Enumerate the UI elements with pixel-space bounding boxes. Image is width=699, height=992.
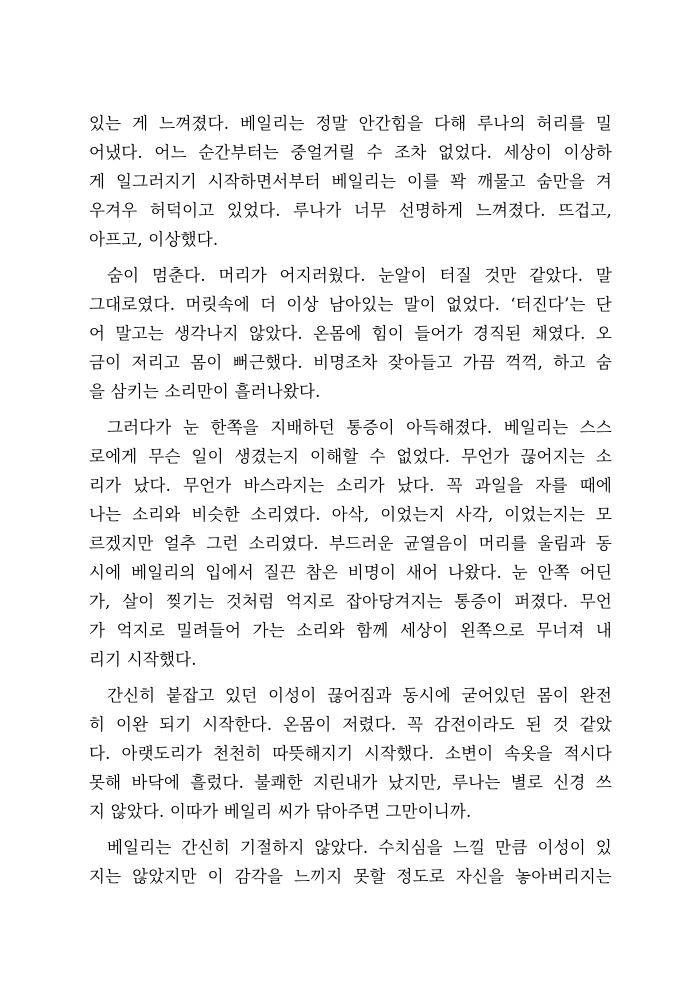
text-line: 베일리는 간신히 기절하지 않았다. 수치심을 느낄 만큼 이성이 있: [107, 838, 612, 857]
text-line: 게 일그러지기 시작하면서부터 베일리는 이를 꽉 깨물고 숨만을 겨: [89, 172, 612, 191]
text-line: 숨이 멈춘다. 머리가 어지러웠다. 눈알이 터질 것만 같았다. 말: [107, 266, 612, 285]
text-line: 어 말고는 생각나지 않았다. 온몸에 힘이 들어가 경직된 채였다. 오: [89, 324, 612, 343]
text-line: 리기 시작했다.: [89, 650, 197, 669]
paragraph: [89, 833, 612, 891]
paragraph: [89, 413, 612, 674]
text-line: 있는 게 느껴졌다. 베일리는 정말 안간힘을 다해 루나의 허리를 밀: [89, 114, 612, 133]
text-line: 시에 베일리의 입에서 질끈 참은 비명이 새어 나왔다. 눈 안쪽 어딘: [89, 563, 612, 582]
text-line: 간신히 붙잡고 있던 이성이 끊어짐과 동시에 굳어있던 몸이 완전: [107, 686, 612, 705]
text-line: 리가 났다. 무언가 바스라지는 소리가 났다. 꼭 과일을 자를 때에: [89, 476, 612, 495]
text-line: 나는 소리와 비슷한 소리였다. 아삭, 이었는지 사각, 이었는지는 모: [89, 505, 612, 524]
text-line: 지는 않았지만 이 감각을 느끼지 못할 정도로 자신을 놓아버리지는: [89, 867, 612, 886]
text-line: 가 억지로 밀려들어 가는 소리와 함께 세상이 왼쪽으로 무너져 내: [89, 621, 612, 640]
paragraph: [89, 681, 612, 826]
text-line: 그대로였다. 머릿속에 더 이상 남아있는 말이 없었다. ‘터진다’는 단: [89, 295, 612, 314]
text-line: 어냈다. 어느 순간부터는 중얼거릴 수 조차 없었다. 세상이 이상하: [89, 143, 612, 162]
paragraph: [89, 261, 612, 406]
text-line: 로에게 무슨 일이 생겼는지 이해할 수 없었다. 무언가 끊어지는 소: [89, 447, 612, 466]
text-line: 가, 살이 찢기는 것처럼 억지로 잡아당겨지는 통증이 퍼졌다. 무언: [89, 592, 612, 611]
text-line: 그러다가 눈 한쪽을 지배하던 통증이 아득해졌다. 베일리는 스스: [107, 418, 612, 437]
text-line: 지 않았다. 이따가 베일리 씨가 닦아주면 그만이니까.: [89, 802, 472, 821]
paragraph: [89, 109, 612, 254]
text-line: 을 삼키는 소리만이 흘러나왔다.: [89, 382, 321, 401]
text-line: 히 이완 되기 시작한다. 온몸이 저렸다. 꼭 감전이라도 된 것 같았: [89, 715, 612, 734]
text-line: 우겨우 허덕이고 있었다. 루나가 너무 선명하게 느껴졌다. 뜨겁고,: [89, 201, 612, 220]
text-line: 다. 아랫도리가 천천히 따뜻해지기 시작했다. 소변이 속옷을 적시다: [89, 744, 612, 763]
novel-text-block: [89, 109, 612, 891]
text-line: 금이 저리고 몸이 뻐근했다. 비명조차 잦아들고 가끔 꺽꺽, 하고 숨: [89, 353, 612, 372]
text-line: 르겠지만 얼추 그런 소리였다. 부드러운 균열음이 머리를 울림과 동: [89, 534, 612, 553]
text-line: 못해 바닥에 흘렀다. 불쾌한 지린내가 났지만, 루나는 별로 신경 쓰: [89, 773, 612, 792]
text-line: 아프고, 이상했다.: [89, 230, 219, 249]
